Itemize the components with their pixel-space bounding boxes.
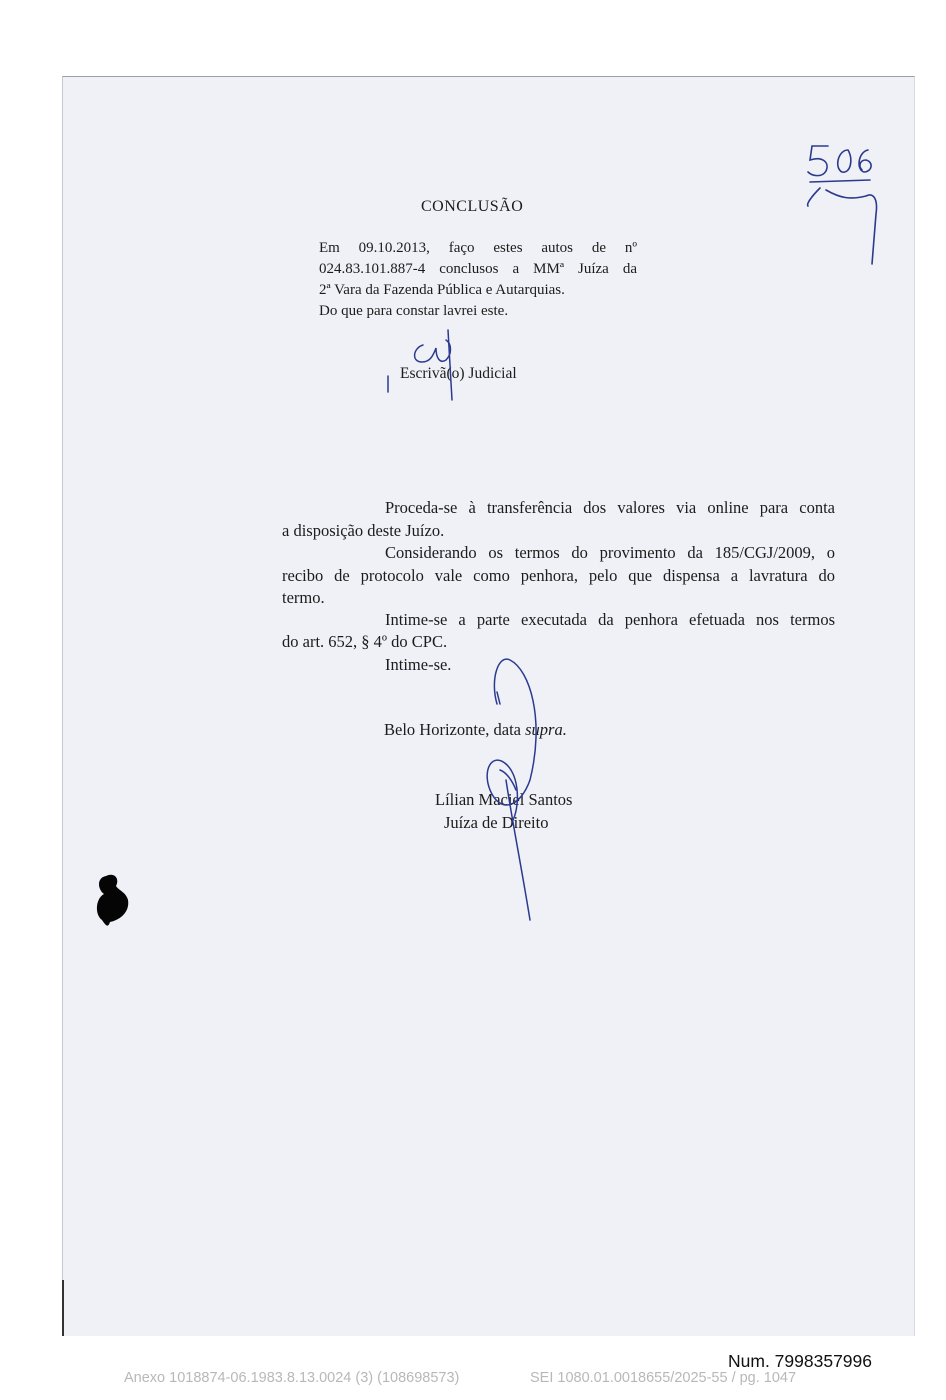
footer-annex: Anexo 1018874-06.1983.8.13.0024 (3) (108698573) <box>124 1370 460 1386</box>
place-date-suffix: supra. <box>525 720 567 739</box>
conclusao-line-4: Do que para constar lavrei este. <box>319 303 509 319</box>
decision-line-1: Proceda-se à transferência dos valores via online para conta <box>385 498 835 517</box>
decision-line-8: Intime-se. <box>385 655 452 674</box>
footer-sei: SEI 1080.01.0018655/2025-55 / pg. 1047 <box>530 1370 797 1386</box>
decision-line-6: Intime-se a parte executada da penhora efetuada nos termos <box>385 610 835 629</box>
place-date-text: Belo Horizonte, data <box>384 720 521 739</box>
place-date <box>384 720 567 740</box>
decision-line-3: Considerando os termos do provimento da 185/CGJ/2009, o <box>385 543 835 562</box>
judge-name: Lílian Maciel Santos <box>435 790 573 809</box>
decision-line-2: a disposição deste Juízo. <box>282 521 445 540</box>
conclusao-line-1: Em 09.10.2013, faço estes autos de nº <box>319 240 637 256</box>
escriva-label: Escrivã(o) Judicial <box>400 365 517 382</box>
conclusao-line-2: 024.83.101.887-4 conclusos a MMª Juíza da <box>319 261 637 277</box>
scan-edge-mark <box>62 1280 64 1336</box>
conclusao-line-3: 2ª Vara da Fazenda Pública e Autarquias. <box>319 282 565 298</box>
decision-line-4: recibo de protocolo vale como penhora, pelo que dispensa a lavratura do <box>282 566 835 585</box>
conclusao-title: CONCLUSÃO <box>421 198 524 215</box>
decision-line-7: do art. 652, § 4º do CPC. <box>282 632 448 651</box>
judge-title: Juíza de Direito <box>444 813 549 832</box>
decision-line-5: termo. <box>282 588 325 607</box>
document-number: Num. 7998357996 <box>728 1351 872 1371</box>
